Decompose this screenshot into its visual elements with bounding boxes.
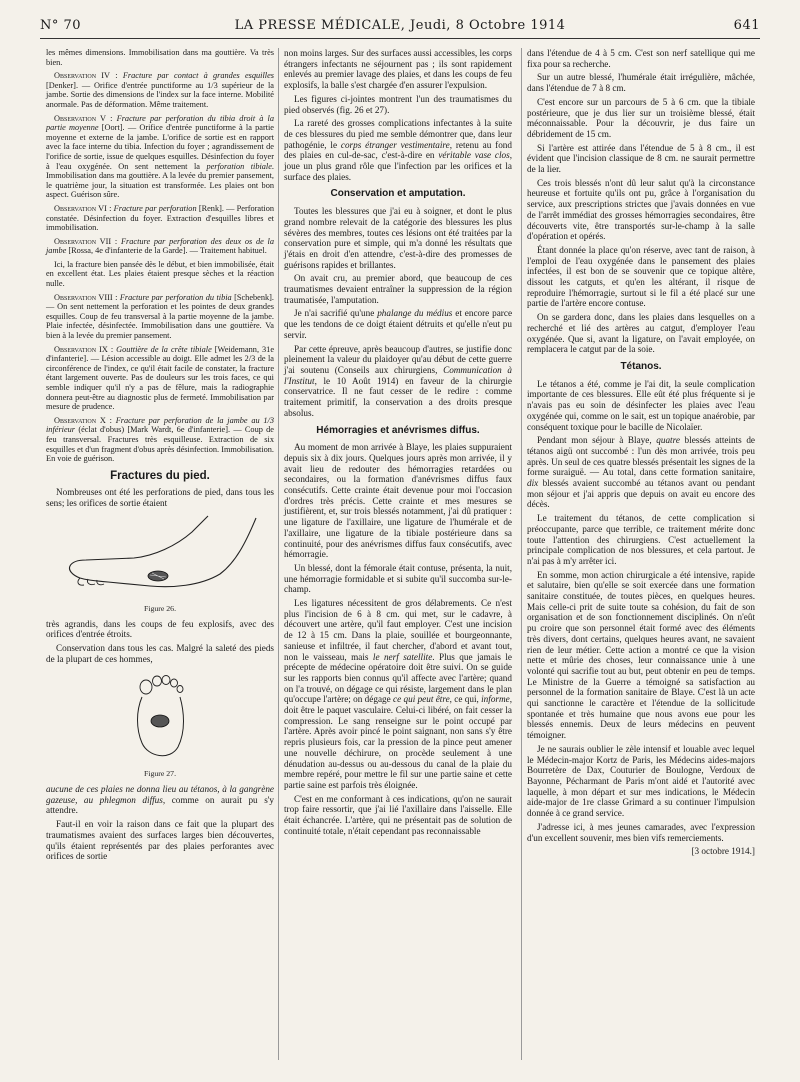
text: Par cette épreuve, après beaucoup d'autres, se justifie donc pleinement la valeur du plaidoyer qu'au début de cette guerre j'ai soutenu (Conseils aux chirurgiens, <box>284 343 512 375</box>
obs-title: Fracture par perforation du tibia <box>119 292 232 302</box>
column-1 <box>46 48 274 865</box>
text: La rareté des grosses complications infectantes à la suite de ces blessures du pied me semble démontrer que, dans leur pathogénie, le <box>284 118 512 150</box>
paragraph <box>284 308 512 340</box>
obs-text: [Renk]. — Perforation constatée. Désinfection du foyer. Extraction d'esquilles libres et immobilisation. <box>46 203 274 233</box>
paragraph: Ces trois blessés n'ont dû leur salut qu'à la circonstance heureuse et fortuite qu'ils ont pu, grâce à l'organisation du service, aux prescriptions strictes que j'avais données en vue de l'arrêt immédiat des grosses hémorragies secondaires, être découverts vite, être transportés sur-le-champ à la salle d'opération et opérés. <box>527 177 755 242</box>
obs-label: Observation IX <box>54 344 108 354</box>
obs-label: Observation VII <box>54 236 112 246</box>
foot-sole-illustration <box>120 667 200 767</box>
emphasis: informe <box>481 694 510 705</box>
section-heading: Hémorragies et anévrismes diffus. <box>316 424 480 436</box>
column-divider-1 <box>278 48 279 1060</box>
paragraph: Je ne saurais oublier le zèle intensif et louable avec lequel le Médecin-major Kortz de Paris, les Médecins aides-majors Bourretère de Dax, Couturier de Boulogne, Verdoux de Bayonne, Pécharmant de Paris m'ont aidé et l'autorité avec laquelle, à mon départ et sur mes indications, le Médecin aide-major de 1re classe Grimard a su continuer l'impulsion donnée à ce grand service. <box>527 743 755 819</box>
obs-label: Observation V <box>54 113 107 123</box>
emphasis: Communication à l'Institut <box>284 364 512 386</box>
paragraph: On se gardera donc, dans les plaies dans lesquelles on a recherché et lié des artères au catgut, d'employer l'eau oxygénée. Que si, avant la ligature, on l'avait employée, on remplacera le catgut par de la soie. <box>527 312 755 355</box>
obs-text: [Weidemann, 31e d'infanterie]. — Lésion accessible au doigt. Elle admet les 2/3 de la circonférence de l'index, ce qu'il était facile de constater, la fracture étant largement ouverte. Pas de douleurs sur les trois faces, ce qui semble indiquer qu'il n'y a pas de fêlure, mais la radiographie donnera peut-être au diagnostic plus de fermeté. Immobilisation par mesure de prudence. <box>46 344 275 412</box>
paragraph: Faut-il en voir la raison dans ce fait que la plupart des traumatismes avaient des surfaces larges bien découvertes, qu'ils étaient représentés par des plaies perforantes avec orifices de sortie <box>46 819 274 862</box>
paragraph: Nombreuses ont été les perforations de pied, dans tous les sens; les orifices de sortie étaient <box>46 487 274 509</box>
text: et encore parce que les tendons de ce doigt étaient détruits et qu'elle n'eut pu servir. <box>284 308 513 340</box>
paragraph <box>46 784 274 816</box>
column-divider-2 <box>521 48 522 1060</box>
paragraph: non moins larges. Sur des surfaces aussi accessibles, les corps étrangers infectants ne séjournent pas ; ils sont rapidement enlevés au premier lavage des plaies, et dans les coups de feu explosifs, la balle s'est chargée d'en assurer l'expulsion. <box>284 48 512 91</box>
section-heading: Conservation et amputation. <box>330 188 466 200</box>
paragraph: Sur un autre blessé, l'humérale était irrégulière, mâchée, dans l'étendue de 7 à 8 cm. <box>527 72 755 94</box>
page-header <box>40 16 760 39</box>
emphasis: quatre <box>656 435 680 446</box>
obs-title: Fracture par perforation <box>113 203 197 213</box>
text: Pendant mon séjour à Blaye, <box>537 435 652 446</box>
obs-label: Observation X <box>54 415 106 425</box>
obs-title: Fracture par perforation de la jambe au 1/3 inférieur <box>46 415 274 435</box>
page-number: 641 <box>733 18 760 33</box>
obs-title: Fracture par perforation du tibia droit à la partie moyenne <box>46 113 274 133</box>
paragraph: C'est en me conformant à ces indications, qu'on ne saurait trop faire ressortir, que j'ai lié l'axillaire dans l'aisselle. Elle était échancrée. L'artère, qui ne présentait pas de solution de continuité totale, n'était cependant pas reconnaissable <box>284 793 512 836</box>
text: , doit être le paquet vasculaire. Celui-ci libéré, on fait cesser la compression. Le sang renseigne sur le point occupé par l'artère. Après avoir pincé le point saignant, non sans s'y être repris plusieurs fois, car la pression de la pince peut amener une nouvelle déchirure, on procède seulement à une dénudation au-dessus ou au-dessous du canal de la plaie du membre repéré, pour mettre le fil sur une partie saine et cette partie saine est parfois très éloignée. <box>284 694 513 790</box>
issue-number: N° 70 <box>40 18 82 33</box>
obs-text: [Schebenk]. — On sent nettement la perforation et les pointes de deux grandes esquilles. Coup de feu transversal à la partie moyenne de la jambe. Plaie infectée, désinfectée. Immobilisation dans une gouttière. Va bien à la levée du premier pansement. <box>46 292 274 341</box>
foot-wound-illustration <box>60 512 260 602</box>
paragraph <box>284 598 512 791</box>
paragraph: C'est encore sur un parcours de 5 à 6 cm. que la tibiale postérieure, que je dus lier sur un troisième blessé, était méconnaissable. Pour la découvrir, je dus faire un débridement de 15 cm. <box>527 96 755 139</box>
text: . Plus que jamais le précepte de médecine opératoire doit être suivi. On se guide sur les rapports bien connus qu'il affecte avec l'artère; quand on l'a trouvé, on dégage ce qui résiste, largement dans le plan qu'occupe l'artère; on dégage <box>284 651 512 705</box>
paragraph: Les figures ci-jointes montrent l'un des traumatismes du pied observés (fig. 26 et 27). <box>284 93 512 115</box>
observation-7: Observation VII : Fracture par perforation des deux os de la jambe [Rossa, 4e d'infanterie de la Garde]. — Traitement habituel. <box>46 236 274 256</box>
text: , joue un plus grand rôle que l'infection par les orifices et la surface des plaies. <box>284 150 513 182</box>
paragraph: Étant donnée la place qu'on réserve, avec tant de raison, à l'emploi de l'eau oxygénée dans le pansement des plaies infectées, il est bon de se souvenir que ce topique altère, dissout les catguts, et qu'en les altérant, il risque de reproduire l'hémorragie, surtout si le fil a été placé sur une partie de l'artère encore contuse. <box>527 244 755 309</box>
obs-title: Gouttière de la crête tibiale <box>116 344 212 354</box>
text: Je n'ai sacrifié qu'une <box>294 308 375 319</box>
emphasis: le nerf satellite <box>372 651 433 662</box>
text: blessés atteints de tétanos aigü ont succombé : l'un dès mon arrivée, trois peu après. Un seul de ces quatre blessés présentait les signes de la forme suraiguë. — Au total, dans cette formation sanitaire, <box>527 435 756 478</box>
text: , ce qui, <box>449 694 479 705</box>
emphasis: ce qui peut être <box>393 694 450 705</box>
obs-label: Observation VI <box>54 203 107 213</box>
paragraph: très agrandis, dans les coups de feu explosifs, avec des orifices d'entrée étroits. <box>46 618 274 640</box>
text: comme on aurait pu s'y attendre. <box>46 794 275 816</box>
obs-text: [Oort]. — Orifice d'entrée punctiforme à la partie moyenne et externe de la jambe. L'orifice de sortie est en rapport avec la face interne du tibia. Infection du foyer ; agrandissement de l'orifice de sortie, issue de quelques esquilles. Désinfection du foyer à l'eau oxygénée. On sent nettement la <box>46 123 274 171</box>
paragraph: Conservation dans tous les cas. Malgré la saleté des pieds de la plupart de ces hommes, <box>46 642 274 664</box>
observation-9: Observation IX : Gouttière de la crête tibiale [Weidemann, 31e d'infanterie]. — Lésion accessible au doigt. Elle admet les 2/3 de la circonférence de l'index, ce qu'il était facile de constater, la fracture étant largement ouverte. Pas de douleurs sur les trois faces, ce qui semble indiquer qu'il n'y a pas de fêlure, mais la radiographie donnera peut-être au diagnostic plus de fermeté. Immobilisation par mesure de prudence. <box>46 344 275 412</box>
paragraph: dans l'étendue de 4 à 5 cm. C'est son nerf satellique qui me fixa pour sa recherche. <box>527 48 755 69</box>
emphasis: corps étranger vestimentaire <box>340 139 450 150</box>
observation-6: Observation VI : Fracture par perforation [Renk]. — Perforation constatée. Désinfection du foyer. Extraction d'esquilles libres et immobilisation. <box>46 203 274 233</box>
paragraph: les mêmes dimensions. Immobilisation dans ma gouttière. Va très bien. <box>46 48 274 67</box>
column-3 <box>527 48 755 860</box>
obs-label: Observation VIII <box>54 292 113 302</box>
paragraph: Toutes les blessures que j'ai eu à soigner, et dont le plus grand nombre relevait de la catégorie des blessures les plus sévères des membres, toutes ces lésions ont été traitées par la conservation pure et simple, qui m'a donné les résultats que j'étais en droit d'en attendre, c'est-à-dire des promesses de guérisons rapides et brillantes. <box>284 206 512 270</box>
section-heading: Tétanos. <box>620 360 662 372</box>
observation-5: Observation V : Fracture par perforation du tibia droit à la partie moyenne [Oort]. — Orifice d'entrée punctiforme à la partie moyenne et externe de la jambe. L'orifice de sortie est en rapport avec la face interne du tibia. Infection du foyer ; agrandissement de l'orifice de sortie, issue de quelques esquilles. Désinfection du foyer à l'eau oxygénée. On sent nettement la perforation tibiale. Immobilisation dans ma gouttière. A la levée du premier pansement, le quatrième jour, la situation est transformée. Les plaies ont bon aspect. Guérison sûre. <box>46 113 274 200</box>
emphasis: véritable vase clos <box>438 150 510 161</box>
text: , le 10 Août 1914) en faveur de la chirurgie conservatrice. Il ne faut cesser de le redire : comme traitement primitif, la conservation a des droits presque absolus. <box>284 375 512 418</box>
obs-text: . Immobilisation dans ma gouttière. A la levée du premier pansement, le quatrième jour, la situation est transformée. Les plaies ont bon aspect. Guérison sûre. <box>46 161 274 200</box>
signature-date: [3 octobre 1914.] <box>691 846 755 857</box>
emphasis: dix <box>527 478 539 489</box>
observation-10: Observation X : Fracture par perforation de la jambe au 1/3 inférieur (éclat d'obus) [Mark Wardt, 6e d'infanterie]. — Coup de feu transversal. Fractures très esquilleuse. Extraction de six esquilles et d'un fragment d'obus après désinfection. Immobilisation. En voie de guérison. <box>46 415 274 464</box>
paragraph: Au moment de mon arrivée à Blaye, les plaies suppuraient depuis six à dix jours. Quelques jours après mon arrivée, il y avait lieu de redouter des hémorragies retardées ou secondaires, ou la formation d'anévrismes diffus faux consécutifs. Cette crainte était devenue pour moi l'occasion d'ordres très précis. Cette crainte et mes mesures se justifièrent, et, sur trois blessés notamment, j'ai dû pratiquer : une ligature de l'axillaire, une ligature de l'humérale et de l'axillaire, une ligature de la tibiale postérieure dans sa continuité, pour des anévrismes diffus faux consécutifs, avec hémorragie. <box>284 442 512 560</box>
paragraph: On avait cru, au premier abord, que beaucoup de ces traumatismes devaient entraîner la suppression de la région traumatisée, l'amputation. <box>284 273 512 305</box>
paragraph: Le tétanos a été, comme je l'ai dit, la seule complication importante de ces blessures. Elle eût été plus fréquente si je n'avais pas eu soin de désinfecter les plaies avec l'eau oxygénée qui, comme on le sait, est un topique anaérobie, par conséquent toxique pour le bacille de Nicolaïer. <box>527 378 755 432</box>
observation-8: Observation VIII : Fracture par perforation du tibia [Schebenk]. — On sent nettement la perforation et les pointes de deux grandes esquilles. Coup de feu transversal à la partie moyenne de la jambe. Plaie infectée, désinfectée. Immobilisation dans une gouttière. Va bien à la levée du premier pansement. <box>46 292 274 341</box>
section-heading: Fractures du pied. <box>110 469 210 482</box>
column-2 <box>284 48 512 840</box>
obs-title: Fracture par contact à grandes esquilles <box>122 71 274 81</box>
text: blessés avaient succombé au tétanos avant ou pendant mon séjour et j'ai appris que depuis on avait eu encore des décès. <box>527 478 755 510</box>
paragraph: En somme, mon action chirurgicale a été intensive, rapide et salutaire, bien qu'elle se soit exercée dans une formation sanitaire constituée, de toutes pièces, en quelques heures. Mais celle-ci prit de suite toute sa cohésion, du fait de son organisation et de son fonctionnement disciplinés. On n'eût pu croire que son personnel était formé avec des éléments très divers, dont certains, quelques heures avant, ne savaient rien de leur métier. Cette action a montré ce que la vision nette et mûrie des choses, leur connaissance unie à une volonté qui sacrifie tout au but, peut obtenir en peu de temps. Le Ministre de la Guerre a témoigné sa satisfaction au personnel de la formation sanitaire de Blaye. C'est là un acte qui sanctionne le caractère et l'étendue de la sollicitude spontanée et très humaine que nous avons eue pour les blessés ennemis. Deux de leurs médecins en peuvent témoigner. <box>527 569 755 741</box>
paragraph <box>527 435 755 510</box>
paragraph <box>284 344 512 419</box>
emphasis: aucune de ces plaies ne donna lieu au tétanos, à la gangrène gazeuse, au phlegmon diffus, <box>46 784 274 805</box>
journal-title: LA PRESSE MÉDICALE, Jeudi, 8 Octobre 1914 <box>234 18 566 33</box>
text: Les ligatures nécessitent de gros délabrements. Ce n'est plus l'incision de 6 à 8 cm. qui met, sur le cadavre, à découvert une artère, qu'il faut employer. C'est une incision de 12 à 15 cm. Dans la plaie, souillée et bourgeonnante, sanieuse et infiltrée, il faut chercher, d'abord et avant tout, non le vaisseau, mais <box>284 598 512 662</box>
emphasis: phalange du médius <box>377 308 453 319</box>
figure-caption: Figure 27. <box>143 769 177 779</box>
obs-text: [Rossa, 4e d'infanterie de la Garde]. — Traitement habituel. <box>68 246 267 256</box>
obs-text: (éclat d'obus) [Mark Wardt, 6e d'infanterie]. — Coup de feu transversal. Fractures très esquilleuse. Extraction de six esquilles et d'un fragment d'obus après désinfection. Immobilisation. En voie de guérison. <box>46 425 274 464</box>
figure-26 <box>46 512 274 615</box>
paragraph: Si l'artère est attirée dans l'étendue de 5 à 8 cm., il est évident que l'incision classique de 8 cm. ne saurait permettre de la lier. <box>527 142 755 175</box>
obs-title: Fracture par perforation des deux os de la jambe <box>46 236 274 256</box>
paragraph: Ici, la fracture bien pansée dès le début, et bien immobilisée, était en excellent état. Les plaies étaient presque sèches et la réaction nulle. <box>46 259 274 289</box>
paragraph <box>284 118 512 182</box>
observation-4: Observation IV : Fracture par contact à grandes esquilles [Denker]. — Orifice d'entrée punctiforme au 1/3 supérieur de la jambe. Sortie des dimensions de l'index sur la face interne. Mobilité anormale. Pas de déformation. Même traitement. <box>46 71 274 109</box>
obs-text: [Denker]. — Orifice d'entrée punctiforme au 1/3 supérieur de la jambe. Sortie des dimensions de l'index sur la face interne. Mobilité anormale. Pas de déformation. Même traitement. <box>46 80 274 109</box>
figure-caption: Figure 26. <box>143 603 177 613</box>
paragraph: Un blessé, dont la fémorale était contuse, présenta, la nuit, une hémorragie formidable et si subite qu'il succomba sur-le-champ. <box>284 562 512 595</box>
paragraph: J'adresse ici, à mes jeunes camarades, avec l'expression d'un excellent souvenir, mes bien vifs remerciements. <box>527 821 755 843</box>
obs-emphasis: perforation tibiale <box>206 161 272 171</box>
figure-27 <box>46 667 274 780</box>
obs-label: Observation IV <box>54 71 111 81</box>
paragraph: Le traitement du tétanos, de cette complication si préoccupante, parce que terrible, ce traitement mérite donc toute l'attention des chirurgiens. C'est actuellement la principale complication de nos blessures, et cela partout. Je n'ai pas à m'y arrêter ici. <box>527 513 755 566</box>
text: , retenu au fond des plaies en cul-de-sac, c'est-à-dire en <box>284 139 512 161</box>
